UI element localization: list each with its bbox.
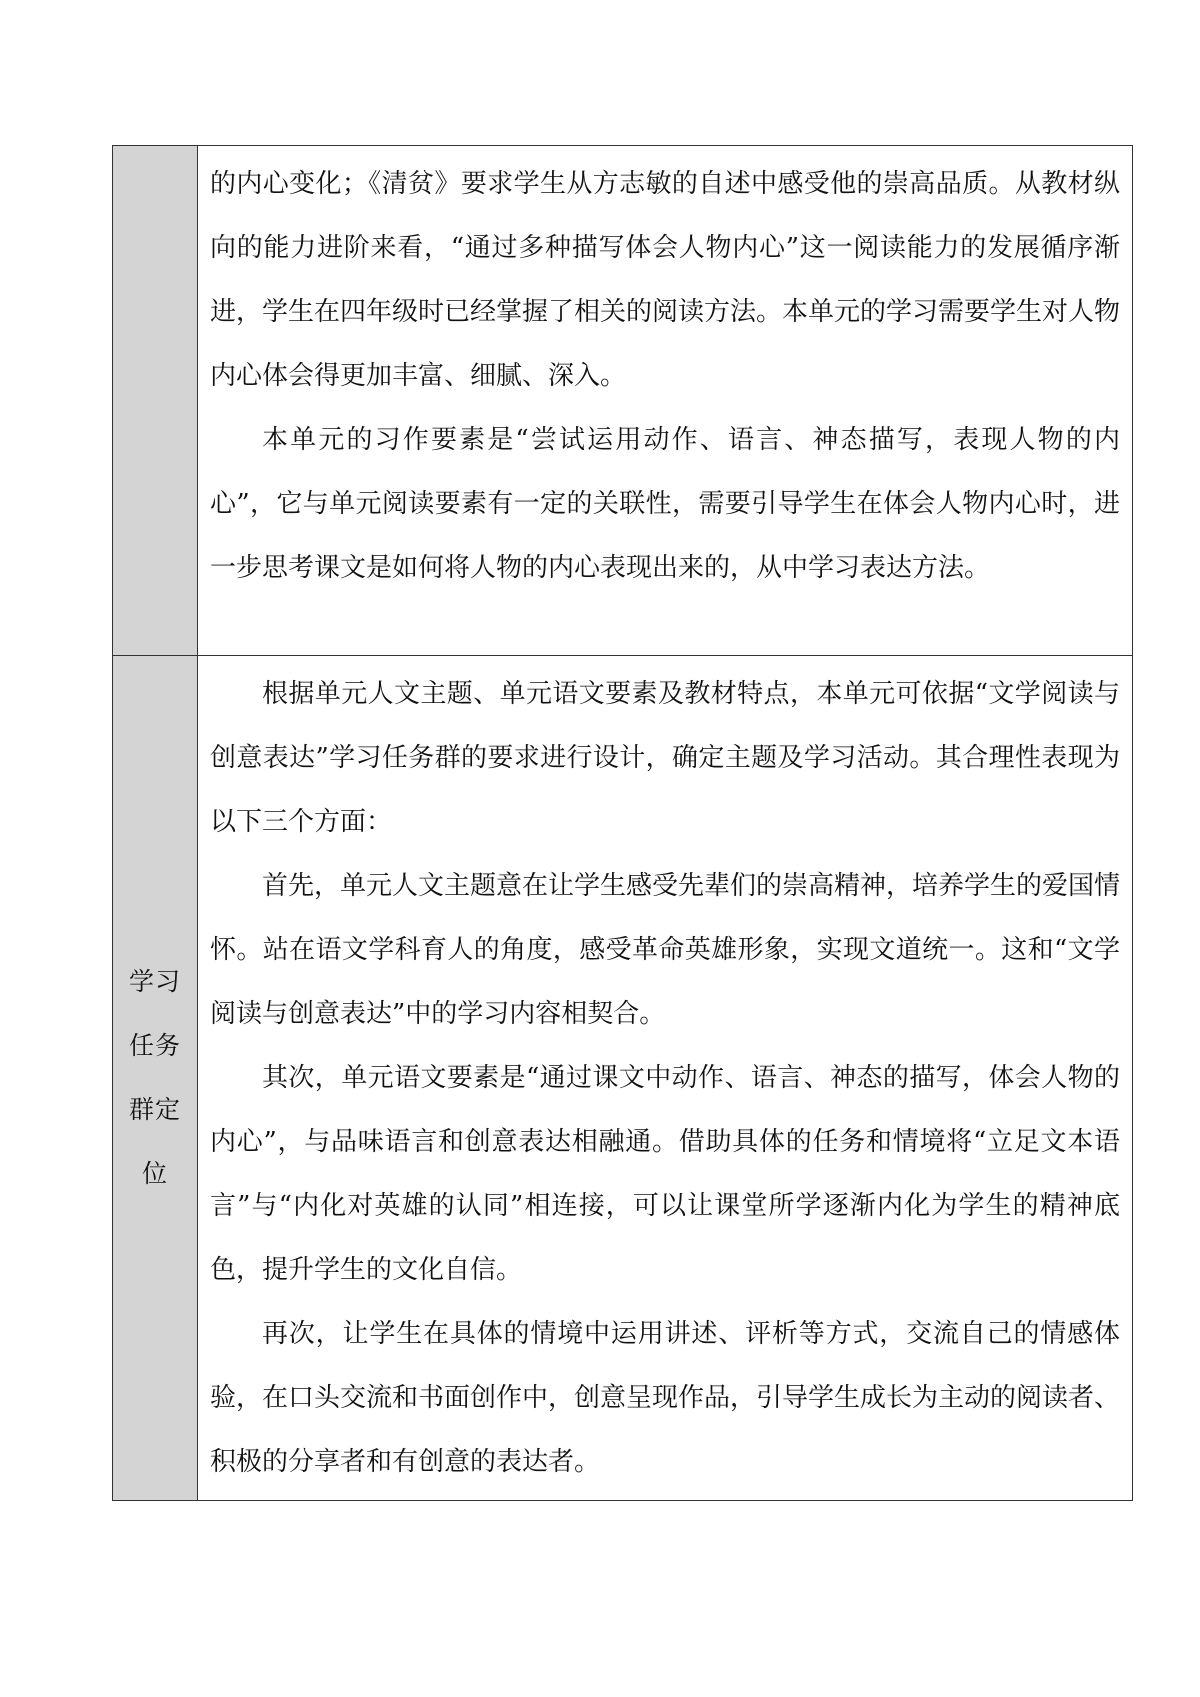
table-row: [113, 146, 1133, 656]
row-content-cell: [198, 656, 1133, 1501]
paragraph: 本单元的习作要素是“尝试运用动作、语言、神态描写，表现人物的内心”，它与单元阅读要素有一定的关联性，需要引导学生在体会人物内心时，进一步思考课文是如何将人物的内心表现出来的，从中学习表达方法。: [210, 425, 1120, 583]
paragraph: 根据单元人文主题、单元语文要素及教材特点，本单元可依据“文学阅读与创意表达”学习任务群的要求进行设计，确定主题及学习活动。其合理性表现为以下三个方面：: [210, 679, 1120, 837]
row-content-cell: [198, 146, 1133, 656]
row-label-cell: [113, 656, 198, 1501]
document-table: [112, 145, 1133, 1501]
paragraph: 其次，单元语文要素是“通过课文中动作、语言、神态的描写，体会人物的内心”，与品味语言和创意表达相融通。借助具体的任务和情境将“立足文本语言”与“内化对英雄的认同”相连接，可以让课堂所学逐渐内化为学生的精神底色，提升学生的文化自信。: [210, 1063, 1120, 1285]
paragraph: 的内心变化；《清贫》要求学生从方志敏的自述中感受他的崇高品质。从教材纵向的能力进阶来看，“通过多种描写体会人物内心”这一阅读能力的发展循序渐进，学生在四年级时已经掌握了相关的阅读方法。本单元的学习需要学生对人物内心体会得更加丰富、细腻、深入。: [210, 169, 1121, 391]
row-label: 学习任务群定位: [128, 967, 181, 1188]
paragraph: 首先，单元人文主题意在让学生感受先辈们的崇高精神，培养学生的爱国情怀。站在语文学科育人的角度，感受革命英雄形象，实现文道统一。这和“文学阅读与创意表达”中的学习内容相契合。: [210, 871, 1121, 1029]
table-row: [113, 656, 1133, 1501]
row-label-cell: [113, 146, 198, 656]
paragraph: 再次，让学生在具体的情境中运用讲述、评析等方式，交流自己的情感体验，在口头交流和书面创作中，创意呈现作品，引导学生成长为主动的阅读者、积极的分享者和有创意的表达者。: [210, 1319, 1121, 1477]
